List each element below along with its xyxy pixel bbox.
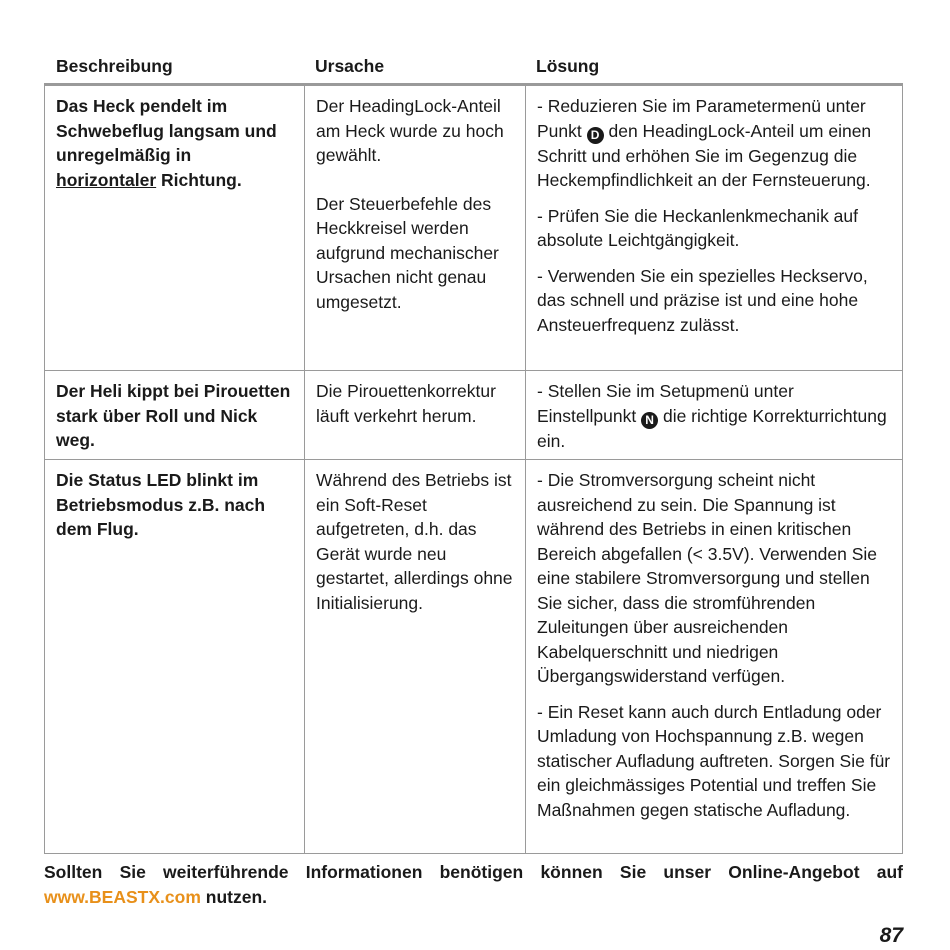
header-beschreibung: Beschreibung: [56, 56, 173, 76]
row-solution: [526, 460, 902, 853]
table-header: [44, 50, 903, 86]
solution-text: - Prüfen Sie die Heckanlenkmechanik auf absolute Leichtgängigkeit.: [537, 205, 859, 250]
table-row: [44, 460, 903, 854]
solution-text: - Die Stromversorgung scheint nicht ausreichend zu sein. Die Spannung ist während des Betriebs in einen kritischen Bereich abgefallen (< 3.5V). Verwenden Sie eine stabilere Stromversorgung und stellen Sie sicher, dass die stromführenden Zuleitungen über ausreichenden Kabelquerschnitt und niedrigen Übergangswiderstand verfügen.: [537, 470, 878, 686]
troubleshooting-table: [44, 50, 903, 854]
solution-text: - Verwenden Sie ein spezielles Heckservo, das schnell und präzise ist und eine hohe Ansteuerfrequenz zulässt.: [537, 265, 868, 335]
row-solution: [526, 86, 902, 370]
row-solution: - Stellen Sie im Setupmenü unter Einstellpunkt N die richtige Korrekturrichtung ein.: [537, 381, 887, 451]
menu-point-n-icon: N: [641, 412, 658, 429]
row-cause: Die Pirouettenkorrektur läuft verkehrt herum.: [305, 371, 526, 459]
solution-text: - Reduzieren Sie im Parametermenü unter Punkt D den HeadingLock-Anteil um einen Schritt und erhöhen Sie im Gegenzug die Heckempfindlichkeit an der Fernsteuerung.: [537, 96, 872, 190]
cause-text: Der HeadingLock-Anteil am Heck wurde zu hoch gewählt.: [316, 96, 504, 165]
row-cause: Während des Betriebs ist ein Soft-Reset aufgetreten, d.h. das Gerät wurde neu gestartet, allerdings ohne Initialisierung.: [305, 460, 526, 853]
menu-point-d-icon: D: [587, 127, 604, 144]
row-description: Das Heck pendelt im Schwebeflug langsam und unregelmäßig in horizontaler Richtung.: [45, 86, 305, 370]
table-row: [44, 86, 903, 371]
header-ursache: Ursache: [315, 56, 385, 76]
table-row: [44, 371, 903, 460]
row-cause: [305, 86, 526, 370]
beastx-link[interactable]: www.BEASTX.com: [44, 886, 201, 907]
cause-text: Der Steuerbefehle des Heckkreisel werden aufgrund mechanischer Ursachen nicht genau umgesetzt.: [316, 193, 499, 312]
header-loesung: Lösung: [536, 56, 600, 76]
page-number: 87: [879, 924, 903, 947]
row-description: Der Heli kippt bei Pirouetten stark über Roll und Nick weg.: [45, 371, 305, 459]
row-description: Die Status LED blinkt im Betriebsmodus z.B. nach dem Flug.: [45, 460, 305, 853]
footer-note: Sollten Sie weiterführende Informationen benötigen können Sie unser Online-Angebot auf www.BEASTX.com nutzen.: [44, 862, 903, 907]
solution-text: - Ein Reset kann auch durch Entladung oder Umladung von Hochspannung z.B. wegen statischer Aufladung auftreten. Sorgen Sie für ein gleichmässiges Potential und treffen Sie Maßnahmen gegen statische Aufladung.: [537, 701, 891, 820]
